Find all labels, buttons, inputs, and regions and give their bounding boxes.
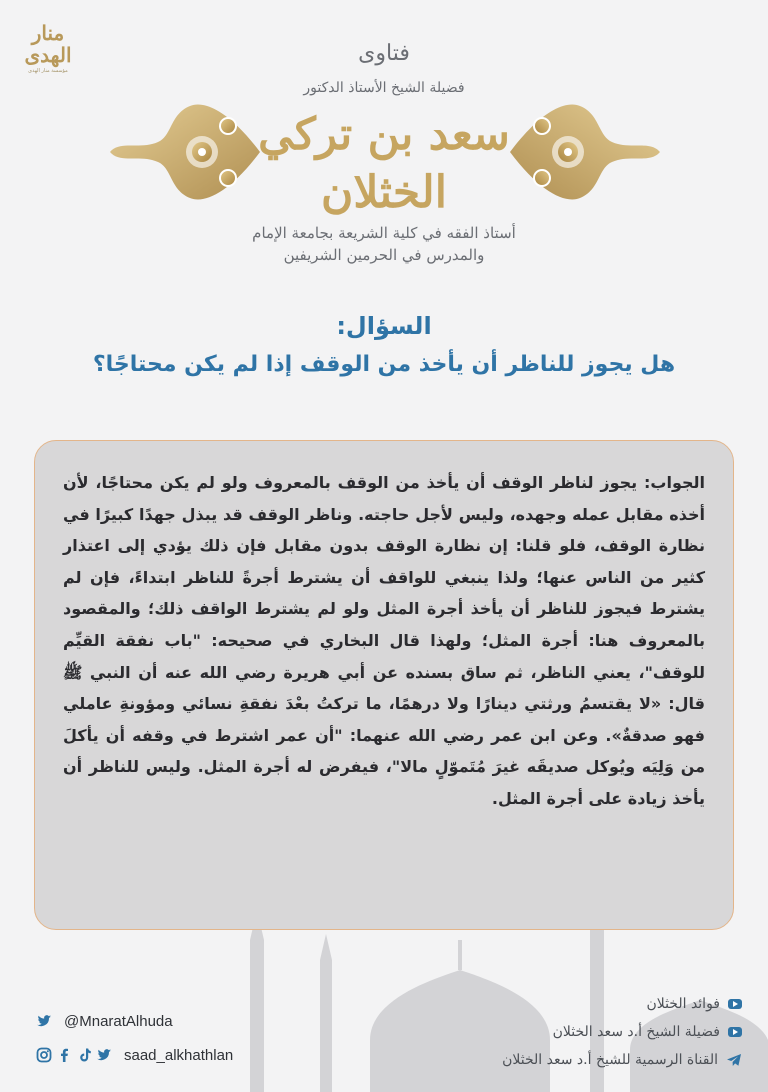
logo-subtitle: مؤسسة منار الهدى	[28, 68, 68, 74]
channel-row-2[interactable]	[502, 1020, 742, 1044]
social-handle: saad_alkhathlan	[124, 1046, 234, 1064]
logo	[18, 22, 78, 75]
twitter-handle: @MnaratAlhuda	[64, 1012, 173, 1030]
telegram-icon	[726, 1052, 742, 1068]
honorific: فضيلة الشيخ الأستاذ الدكتور	[303, 80, 465, 96]
tiktok-icon[interactable]	[76, 1047, 92, 1063]
footer-channels	[502, 992, 742, 1076]
sheikh-title-line-1: أستاذ الفقه في كلية الشريعة بجامعة الإمام	[252, 224, 516, 242]
footer-social	[36, 1008, 233, 1076]
facebook-icon[interactable]	[56, 1047, 72, 1063]
youtube-icon	[728, 1027, 742, 1037]
fatawa-title: فتاوى	[358, 41, 410, 66]
answer-text: الجواب: يجوز لناظر الوقف أن يأخذ من الوقف بالمعروف ولو لم يكن محتاجًا، لأن أخذه مقابل عمله وجهده، وليس لأجل حاجته. وناظر الوقف قد يبذل جهدًا كبيرًا في نظارة الوقف، فلو قلنا: إن نظارة الوقف بدون مقابل فإن ذلك يؤدي إلى اعتذار كثير من الناس عنها؛ ولذا ينبغي للواقف أن يشترط أجرةً للناظر ابتداءً، فإن لم يشترط فيجوز للناظر أن يأخذ أجرة المثل ولو لم يشترط الواقف ذلك؛ والمقصود بالمعروف هنا: أجرة المثل؛ ولهذا قال البخاري في صحيحه: "باب نفقة القيِّم للوقف"، يعني الناظر، ثم ساق بسنده عن أبي هريرة رضي الله عنه أن النبي ﷺ قال: «لا يقتسمُ ورثتي دينارًا ولا درهمًا، ما تركتُ بعْدَ نفقةِ نسائي ومؤونةِ عاملي فهو صدقةٌ». وعن ابن عمر رضي الله عنهما: "أن عمر اشترط في وقفه أن يأكلَ من وَلِيَه ويُوكل صديقَه غيرَ مُتَموّلٍ مالا"، فيفرض له أجرة المثل. وليس للناظر أن يأخذ زيادة على أجرة المثل.	[63, 473, 705, 808]
twitter-icon	[36, 1013, 52, 1029]
sheikh-name: سعد بن تركي الخثلان	[258, 109, 510, 218]
channel-label: فوائد الخثلان	[646, 996, 720, 1012]
twitter-icon-small[interactable]	[96, 1047, 112, 1063]
sheikh-title-line-2: والمدرس في الحرمين الشريفين	[283, 246, 485, 264]
question-text: هل يجوز للناظر أن يأخذ من الوقف إذا لم يكن محتاجًا؟	[92, 352, 676, 377]
answer-box	[34, 440, 734, 930]
social-handles-row[interactable]	[36, 1042, 233, 1068]
youtube-icon	[728, 999, 742, 1009]
channel-label: فضيلة الشيخ أ.د سعد الخثلان	[552, 1024, 720, 1040]
instagram-icon[interactable]	[36, 1047, 52, 1063]
header	[200, 40, 568, 266]
logo-mark: منار الهدى	[24, 21, 72, 67]
channel-row-3[interactable]	[502, 1048, 742, 1072]
channel-row-1[interactable]	[502, 992, 742, 1016]
question-label: السؤال:	[336, 312, 432, 340]
channel-label: القناة الرسمية للشيخ أ.د سعد الخثلان	[502, 1052, 718, 1068]
twitter-row[interactable]	[36, 1008, 233, 1034]
